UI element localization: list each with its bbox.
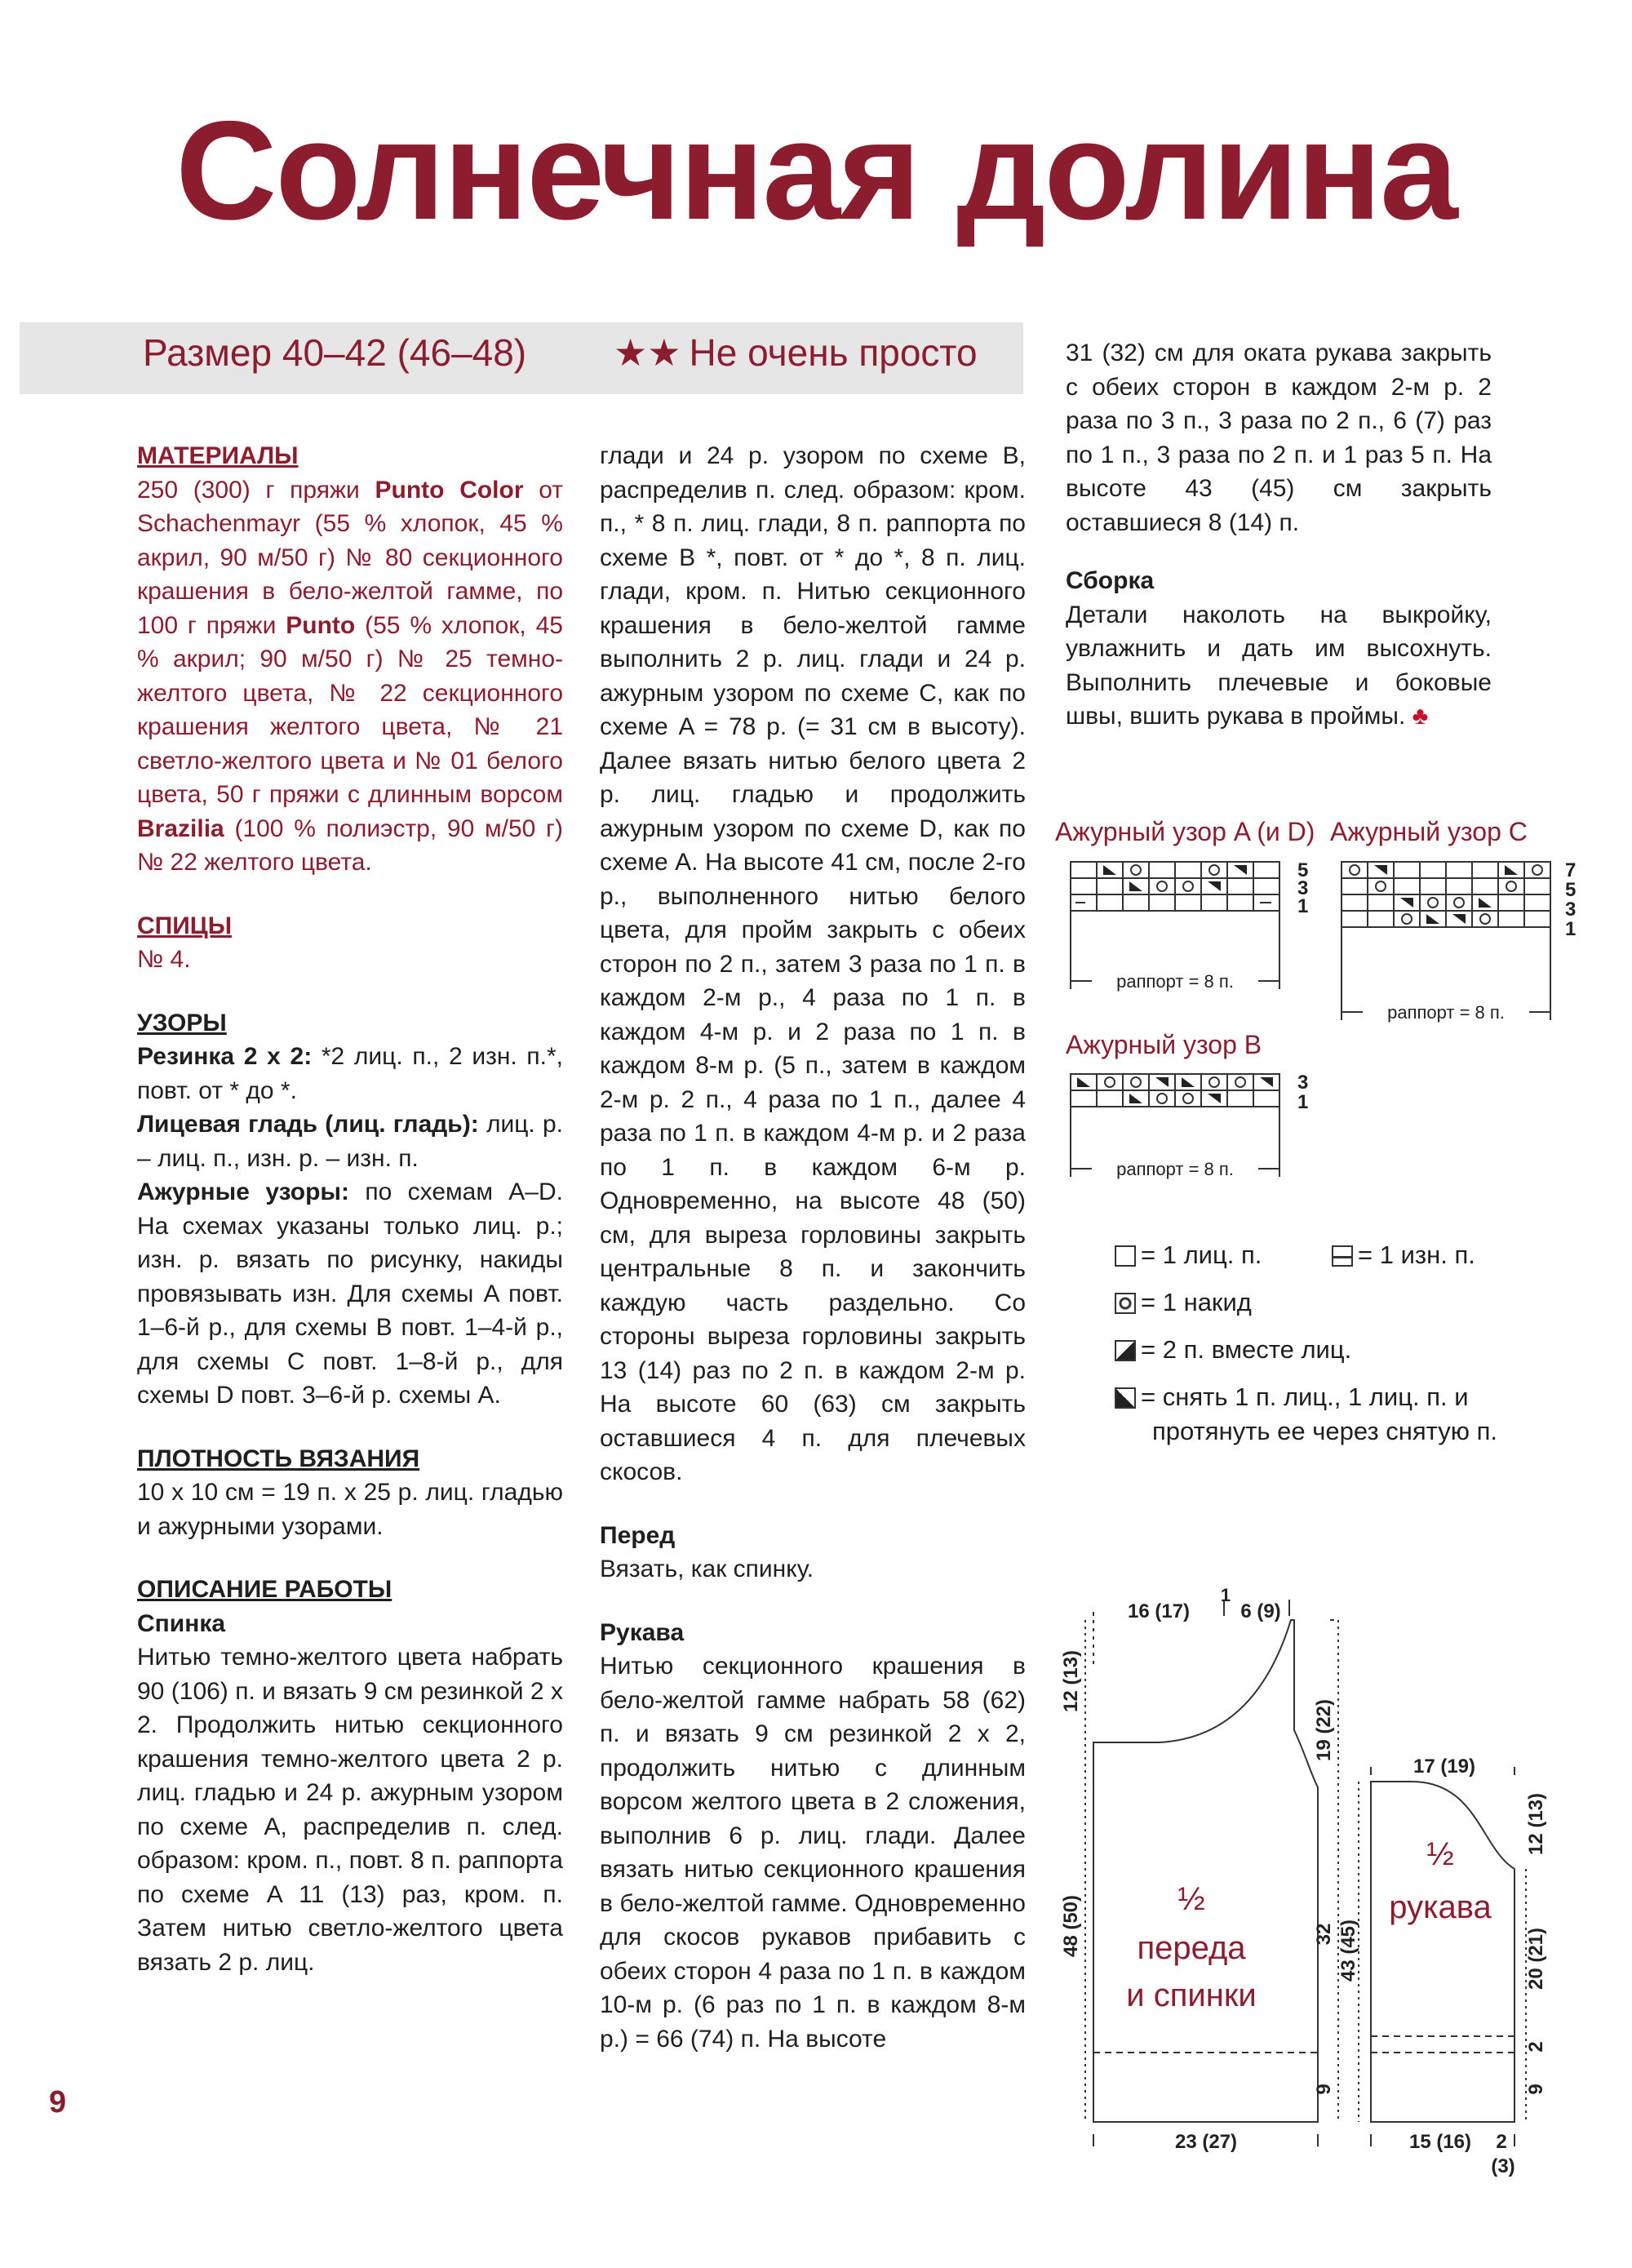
chart-c-row-5: 5 xyxy=(1565,879,1577,901)
chart-b xyxy=(1067,1071,1312,1185)
page-number: 9 xyxy=(49,2085,67,2119)
chart-c-row-7: 7 xyxy=(1565,859,1577,881)
dim-sleeve-inc: 2 xyxy=(1496,2131,1507,2153)
patterns-heading: УЗОРЫ xyxy=(137,1009,227,1036)
materials-text: 250 (300) г пряжи Punto Color от Schachenmayr (55 % хлопок, 45 % акрил, 90 м/50 г) № 80 секционного крашения в бело-желтой гамме, по 100 г пряжи Punto (55 % хлопок, 45 % акрил; 90 м/50 г) № 25 темно-желтого цвета, № 22 секционного крашения желтого цвета, № 21 светло-желтого цвета и № 01 белого цвета, 50 г пряжи с длинным ворсом Brazilia (100 % полиэстр, 90 м/50 г) № 22 желтого цвета. xyxy=(137,476,563,876)
dim-neck-h: 12 (13) xyxy=(1060,1649,1082,1713)
legend-k2tog: = 2 п. вместе лиц. xyxy=(1115,1335,1351,1365)
body-label-half: ½ xyxy=(1177,1881,1205,1917)
rib-text: Резинка 2 х 2: *2 лиц. п., 2 изн. п.*, повт. от * до *. xyxy=(137,1043,563,1104)
page-title: Солнечная долина xyxy=(175,92,1457,249)
dim-sleeve-mid: 20 (21) xyxy=(1525,1927,1547,1991)
dim-sleeve-inc-2: (3) xyxy=(1491,2155,1515,2177)
dim-sleeve-2: 2 xyxy=(1525,2041,1547,2053)
sleeve-label-half: ½ xyxy=(1426,1836,1454,1872)
chart-a-title: Ажурный узор A (и D) xyxy=(1055,817,1315,846)
dim-top-one: 1 xyxy=(1220,1585,1231,1605)
back-text-1: Нитью темно-желтого цвета набрать 90 (106) п. и вязать 9 см резинкой 2 х 2. Продолжить нитью секционного крашения темно-желтого цвета 2 р. лиц. гладью и 24 р. ажурным узором по схеме A, распределив п. след. образом: кром. п., повт. 8 п. раппорта по схеме A 11 (13) раз, кром. п. Затем нитью светло-желтого цвета вязать 2 р. лиц. xyxy=(137,1644,563,1976)
chart-c-row-1: 1 xyxy=(1565,918,1577,940)
gauge-heading: ПЛОТНОСТЬ ВЯЗАНИЯ xyxy=(137,1445,420,1472)
chart-c-title: Ажурный узор C xyxy=(1330,817,1528,846)
chart-a-row-1: 1 xyxy=(1297,895,1309,917)
sleeves-text: Нитью секционного крашения в бело-желтой гамме набрать 58 (62) п. и вязать 9 см резинкой 2 х 2, продолжить нитью с длинным ворсом желтого цвета в 2 сложения, выполнив 6 р. лиц. глади. Далее вязать нитью секционного крашения в бело-желтой гамме. Одновременно для скосов рукавов прибавить с обеих сторон 4 раза по 1 п. в каждом 10-м р. (6 раз по 1 п. в каждом 8-м р.) = 66 (74) п. На высоте xyxy=(600,1653,1026,2053)
materials-heading: МАТЕРИАЛЫ xyxy=(137,442,299,469)
dim-sleeve-rib: 9 xyxy=(1525,2084,1547,2095)
difficulty-stars: ★★ xyxy=(614,331,681,374)
dim-cap-h: 12 (13) xyxy=(1525,1792,1547,1856)
sleeves-heading: Рукава xyxy=(600,1618,685,1646)
back-text-2: глади и 24 р. узором по схеме B, распределив п. след. образом: кром. п., * 8 п. лиц. глади, 8 п. раппорта по схеме B *, повт. от * до *, 8 п. лиц. глади, кром. п. Нитью секционного крашения в бело-желтой гамме выполнить 2 р. лиц. глади и 24 р. ажурным узором по схеме C, как по схеме A = 78 р. (= 31 см в высоту). Далее вязать нитью белого цвета 2 р. лиц. гладью и продолжить ажурным узором по схеме D, как по схеме A. На высоте 41 см, после 2-го р., выполненного нитью белого цвета, для пройм закрыть с обеих сторон по 2 п., затем 3 раза по 1 п. в каждом 2-м р., 4 раза по 1 п. в каждом 4-м р. и 2 раза по 1 п. в каждом 8-м р. (5 п., затем в каждом 2-м р. 2 п., 4 раза по 1 п., далее 4 раза по 1 п. в каждом 4-м р. и 2 раза по 1 п. в каждом 6-м р. Одновременно, на высоте 48 (50) см, для выреза горловины закрыть центральные 8 п. и закончить каждую часть раздельно. Со стороны выреза горловины закрыть 13 (14) раз по 2 п. в каждом 2-м р. На высоте 60 (63) см закрыть оставшиеся 4 п. для плечевых скосов. xyxy=(600,442,1026,1485)
body-label-back: и спинки xyxy=(1126,1977,1257,2013)
difficulty-label: Не очень просто xyxy=(689,331,978,374)
legend-skp: = снять 1 п. лиц., 1 лиц. п. и xyxy=(1115,1383,1469,1412)
needles-heading: СПИЦЫ xyxy=(137,912,233,939)
chart-a-row-5: 5 xyxy=(1297,859,1309,881)
chart-b-repeat: раппорт = 8 п. xyxy=(1116,1159,1234,1179)
column-1 xyxy=(137,439,563,1979)
column-2 xyxy=(600,439,1026,2056)
chart-a-repeat: раппорт = 8 п. xyxy=(1116,971,1234,992)
dim-neck: 6 (9) xyxy=(1240,1600,1281,1622)
dim-body-w: 23 (27) xyxy=(1174,2131,1238,2153)
sleeve-label: рукава xyxy=(1389,1889,1492,1925)
chart-c xyxy=(1338,859,1599,1030)
size-label: Размер 40–42 (46–48) xyxy=(143,331,527,374)
end-mark: ♣ xyxy=(1412,703,1429,730)
dim-side-h: 32 xyxy=(1313,1923,1335,1946)
front-text: Вязать, как спинку. xyxy=(600,1556,814,1582)
assembly-heading: Сборка xyxy=(1066,567,1155,594)
chart-a-row-3: 3 xyxy=(1297,877,1309,899)
dim-rib-h: 9 xyxy=(1313,2084,1335,2095)
chart-c-row-3: 3 xyxy=(1565,899,1577,921)
dim-total-h: 48 (50) xyxy=(1060,1894,1082,1958)
dim-armhole-h: 19 (22) xyxy=(1313,1698,1335,1762)
knit-symbol-icon xyxy=(1115,1245,1136,1267)
back-heading: Спинка xyxy=(137,1609,226,1637)
dim-shoulder: 16 (17) xyxy=(1127,1600,1191,1622)
needles-text: № 4. xyxy=(137,946,191,973)
lace-text: Ажурные узоры: по схемам A–D. На схемах указаны только лиц. р.; изн. р. вязать по рисунку, накиды провязывать изн. Для схемы A повт. 1–6-й р., для схемы B повт. 1–4-й р., для схемы C повт. 1–8-й р., для схемы D повт. 3–6-й р. схемы A. xyxy=(137,1178,563,1409)
gauge-text: 10 х 10 см = 19 п. х 25 р. лиц. гладью и ажурными узорами. xyxy=(137,1479,563,1540)
legend-purl: = 1 изн. п. xyxy=(1332,1241,1475,1270)
purl-symbol-icon xyxy=(1332,1245,1353,1267)
k2tog-icon xyxy=(1115,1340,1136,1361)
dim-sleeve-w: 15 (16) xyxy=(1408,2131,1472,2153)
legend-skp-2: протянуть ее через снятую п. xyxy=(1152,1417,1497,1445)
dim-sleeve-top: 17 (19) xyxy=(1412,1755,1476,1778)
column-3 xyxy=(1066,336,1492,734)
stockinette-text: Лицевая гладь (лиц. гладь): лиц. р. – лиц. п., изн. р. – изн. п. xyxy=(137,1111,563,1172)
legend-knit: = 1 лиц. п. xyxy=(1115,1241,1262,1270)
yarn-over-icon xyxy=(1115,1293,1136,1314)
work-heading: ОПИСАНИЕ РАБОТЫ xyxy=(137,1576,392,1603)
body-label-front: переда xyxy=(1137,1930,1246,1966)
front-heading: Перед xyxy=(600,1521,676,1549)
chart-b-title: Ажурный узор B xyxy=(1066,1030,1262,1059)
body-outline xyxy=(1093,1620,1318,2122)
dim-sleeve-total: 43 (45) xyxy=(1337,1919,1359,1982)
chart-b-row-1: 1 xyxy=(1297,1091,1309,1113)
sleeves-text-2: 31 (32) см для оката рукава закрыть с обеих сторон в каждом 2-м р. 2 раза по 3 п., 3 раза по 2 п., 6 (7) раз по 1 п., 3 раза по 2 п. и 1 раз 5 п. На высоте 43 (45) см закрыть оставшиеся 8 (14) п. xyxy=(1066,340,1492,536)
schematic xyxy=(1060,1583,1547,2187)
chart-b-row-3: 3 xyxy=(1297,1072,1309,1094)
legend-yo: = 1 накид xyxy=(1115,1288,1252,1317)
chart-a xyxy=(1067,859,1312,997)
skp-icon xyxy=(1115,1387,1136,1409)
assembly-text: Детали наколоть на выкройку, увлажнить и дать им высохнуть. Выполнить плечевые и боковые швы, вшить рукава в проймы. ♣ xyxy=(1066,601,1492,730)
difficulty xyxy=(614,331,978,375)
sleeve-outline xyxy=(1371,1782,1514,2122)
chart-c-repeat: раппорт = 8 п. xyxy=(1387,1002,1505,1023)
